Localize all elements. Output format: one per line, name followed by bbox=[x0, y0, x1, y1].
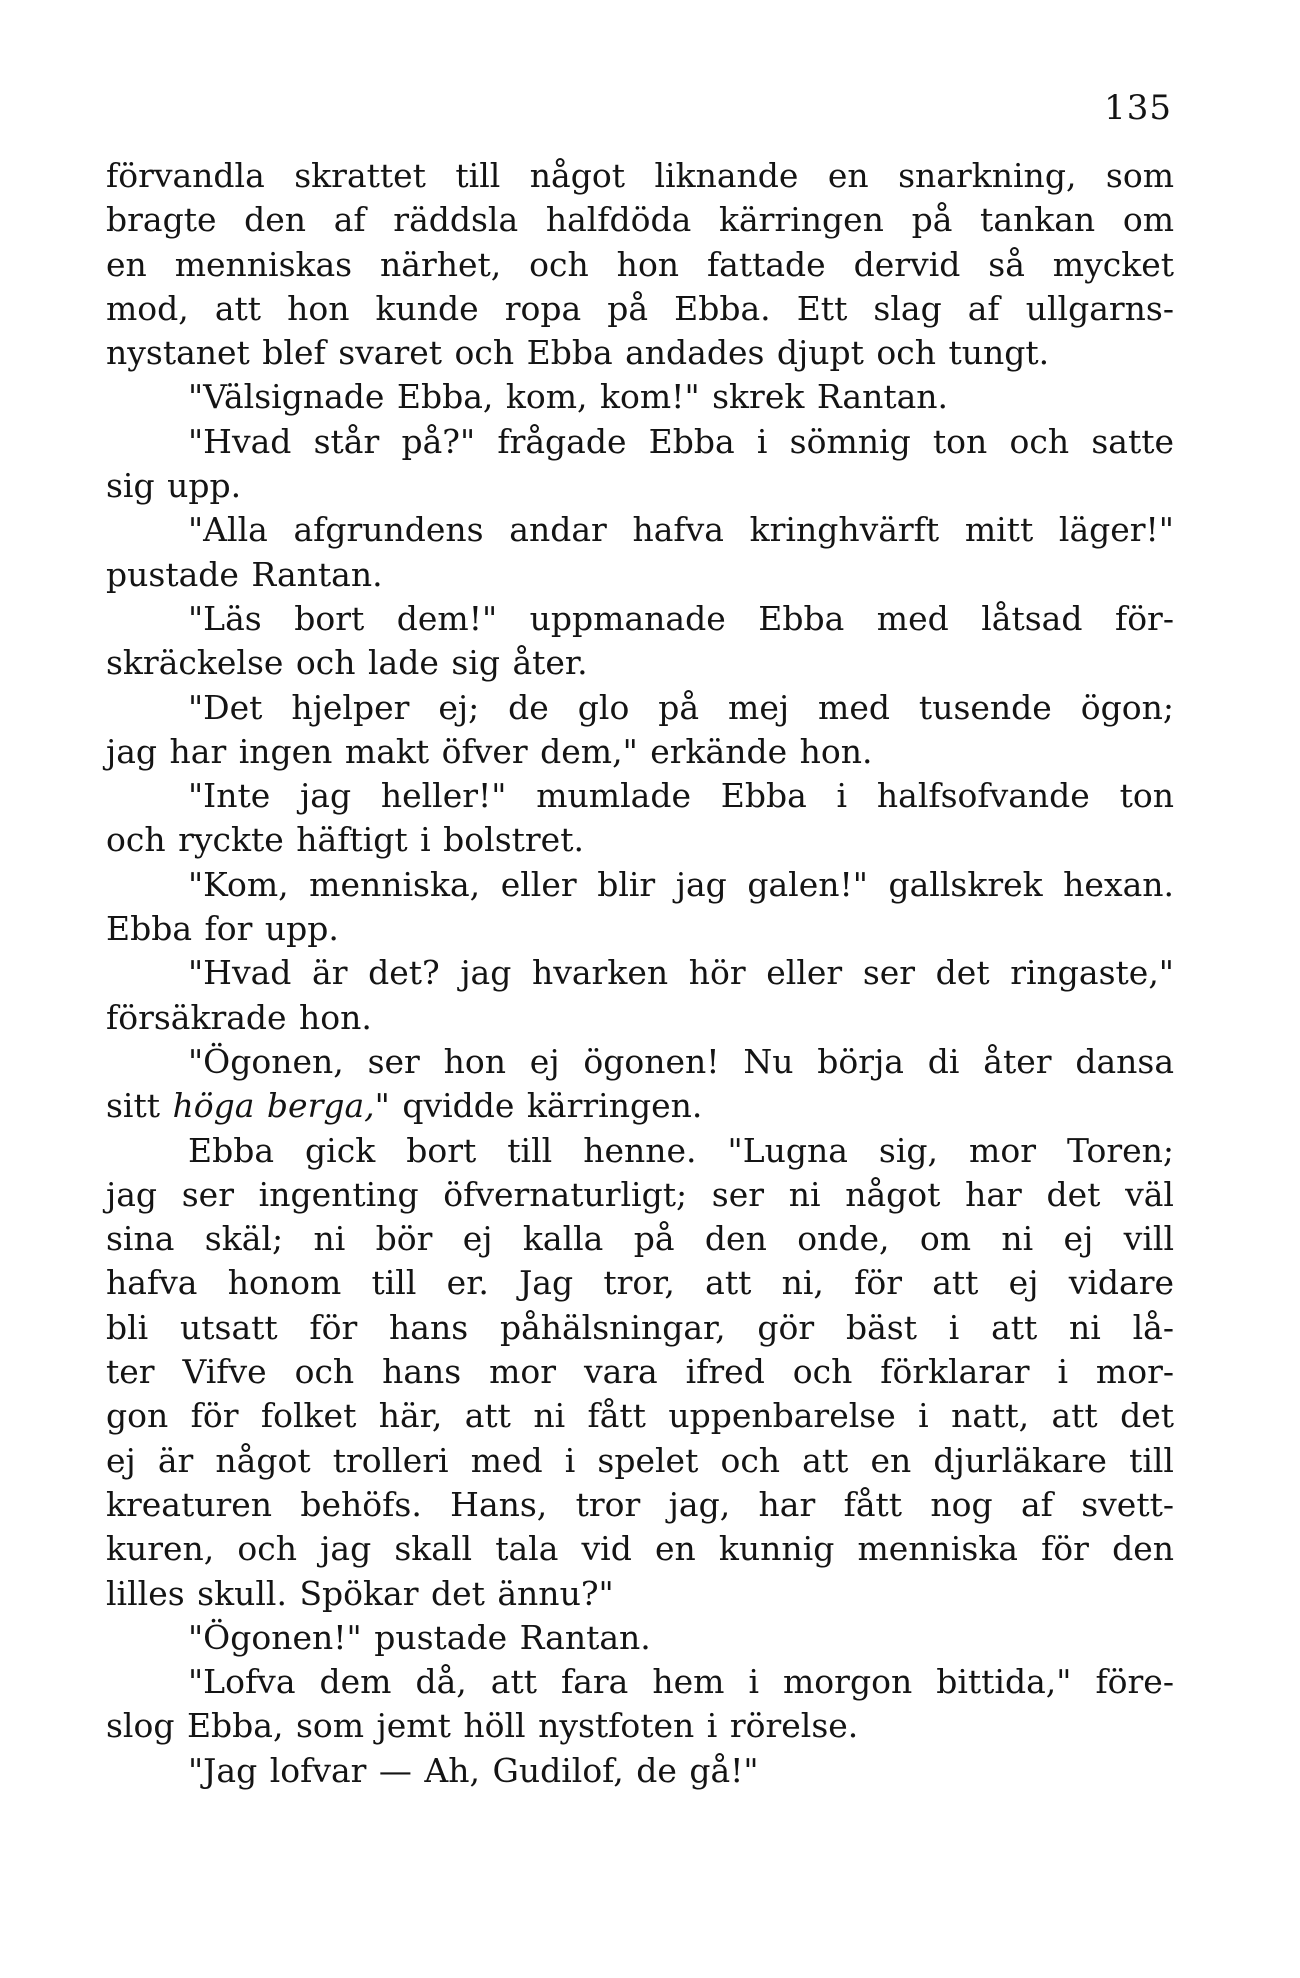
text-line: "Hvad står på?" frågade Ebba i sömnig ton och satte bbox=[188, 421, 1174, 461]
text-line: ej är något trolleri med i spelet och att en djurläkare till bbox=[106, 1440, 1174, 1480]
body-text bbox=[106, 154, 1174, 1793]
text-line: mod, att hon kunde ropa på Ebba. Ett slag af ullgarns- bbox=[106, 288, 1174, 328]
emphasis: höga berga, bbox=[172, 1086, 375, 1126]
text-line: "Jag lofvar — Ah, Gudilof, de gå!" bbox=[188, 1750, 759, 1790]
text-line: "Ögonen!" pustade Rantan. bbox=[188, 1617, 651, 1657]
text-line: "Det hjelper ej; de glo på mej med tusende ögon; bbox=[188, 687, 1174, 727]
text-line: och ryckte häftigt i bolstret. bbox=[106, 820, 584, 860]
text-line: "Ögonen, ser hon ej ögonen! Nu börja di åter dansa bbox=[188, 1041, 1174, 1081]
text-line: sitt höga berga," qvidde kärringen. bbox=[106, 1086, 703, 1126]
text-line: kuren, och jag skall tala vid en kunnig menniska för den bbox=[106, 1529, 1174, 1569]
text-line: "Välsignade Ebba, kom, kom!" skrek Rantan. bbox=[188, 377, 949, 417]
text-line: kreaturen behöfs. Hans, tror jag, har fått nog af svett- bbox=[106, 1484, 1174, 1524]
text-line: försäkrade hon. bbox=[106, 997, 372, 1037]
text-line: gon för folket här, att ni fått uppenbarelse i natt, att det bbox=[106, 1396, 1174, 1436]
text-line: skräckelse och lade sig åter. bbox=[106, 643, 588, 683]
text-line: "Alla afgrundens andar hafva kringhvärft mitt läger!" bbox=[188, 510, 1174, 550]
text-line: pustade Rantan. bbox=[106, 554, 383, 594]
text-line: sina skäl; ni bör ej kalla på den onde, om ni ej vill bbox=[106, 1219, 1174, 1259]
text-line: jag har ingen makt öfver dem," erkände hon. bbox=[106, 731, 873, 771]
text-line: Ebba gick bort till henne. "Lugna sig, mor Toren; bbox=[188, 1130, 1174, 1170]
text-line: slog Ebba, som jemt höll nystfoten i rörelse. bbox=[106, 1706, 859, 1746]
text-line: "Läs bort dem!" uppmanade Ebba med låtsad för- bbox=[188, 598, 1174, 638]
text-line: bragte den af räddsla halfdöda kärringen på tankan om bbox=[106, 200, 1174, 240]
text-line: "Inte jag heller!" mumlade Ebba i halfsofvande ton bbox=[188, 776, 1174, 816]
text-line: ter Vifve och hans mor vara ifred och förklarar i mor- bbox=[106, 1352, 1174, 1392]
text-line: sig upp. bbox=[106, 466, 242, 506]
text-line: Ebba for upp. bbox=[106, 909, 339, 949]
text-line: "Hvad är det? jag hvarken hör eller ser det ringaste," bbox=[188, 953, 1174, 993]
page-number: 135 bbox=[1104, 88, 1172, 128]
text-line: en menniskas närhet, och hon fattade dervid så mycket bbox=[106, 244, 1174, 284]
text-line: förvandla skrattet till något liknande en snarkning, som bbox=[106, 156, 1174, 195]
text-line: "Lofva dem då, att fara hem i morgon bittida," före- bbox=[188, 1662, 1174, 1702]
text-line: "Kom, menniska, eller blir jag galen!" gallskrek hexan. bbox=[188, 864, 1174, 904]
text-line: jag ser ingenting öfvernaturligt; ser ni något har det väl bbox=[106, 1174, 1174, 1214]
text-line: nystanet blef svaret och Ebba andades djupt och tungt. bbox=[106, 333, 1050, 373]
text-line: lilles skull. Spökar det ännu?" bbox=[106, 1573, 614, 1613]
text-line: bli utsatt för hans påhälsningar, gör bäst i att ni lå- bbox=[106, 1307, 1174, 1347]
text-line: hafva honom till er. Jag tror, att ni, för att ej vidare bbox=[106, 1263, 1174, 1303]
